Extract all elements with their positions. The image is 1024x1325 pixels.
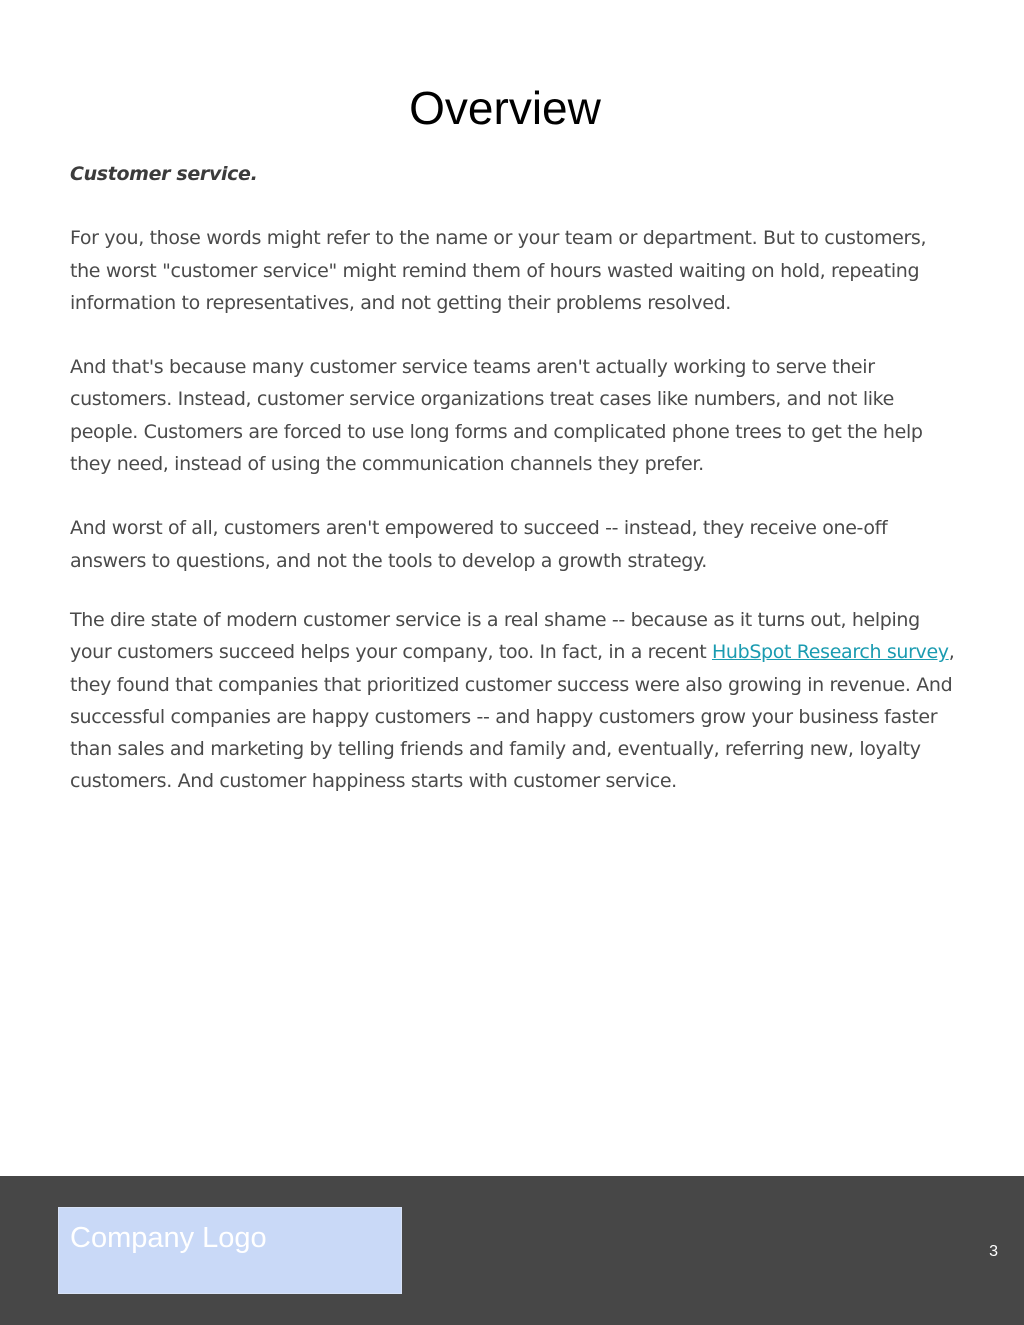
hubspot-research-survey-link[interactable]: HubSpot Research survey xyxy=(711,641,949,664)
paragraph-1: For you, those words might refer to the name or your team or department. But to customers, the worst "customer service" might remind them of hours wasted waiting on hold, repeating information to representatives, and not getting their problems resolved. xyxy=(70,227,927,314)
section-subtitle: Customer service. xyxy=(70,163,258,185)
document-body xyxy=(70,158,960,798)
page-footer xyxy=(0,1176,1024,1325)
company-logo xyxy=(58,1207,402,1294)
company-logo-text: Company Logo xyxy=(70,1222,267,1254)
paragraph-4-text-after-link: , they found that companies that prioritized customer success were also growing in revenue. And successful companies are happy customers -- and happy customers grow your business faster than sales and marketing by telling friends and family and, eventually, referring new, loyalty customers. And customer happiness starts with customer service. xyxy=(70,641,955,793)
paragraph-4-text-before-link: The dire state of modern customer service is a real shame -- because as it turns out, helping your customers succeed helps your company, too. In fact, in a recent xyxy=(70,608,920,664)
paragraph-3: And worst of all, customers aren't empowered to succeed -- instead, they receive one-off answers to questions, and not the tools to develop a growth strategy. xyxy=(70,517,888,572)
page-number: 3 xyxy=(989,1243,998,1260)
page-title: Overview xyxy=(409,82,601,134)
paragraph-4 xyxy=(70,604,960,798)
paragraph-2: And that's because many customer service teams aren't actually working to serve their customers. Instead, customer service organizations treat cases like numbers, and not like people. Customers are forced to use long forms and complicated phone trees to get the help they need, instead of using the communication channels they prefer. xyxy=(70,356,923,476)
